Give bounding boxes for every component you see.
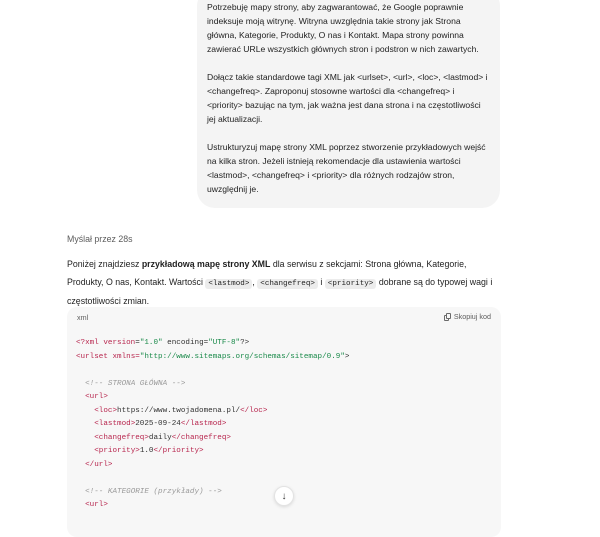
answer-separator: i [317, 276, 325, 287]
answer-text-start: Poniżej znajdziesz [67, 259, 142, 269]
answer-bold-text: przykładową mapę strony XML [141, 259, 271, 269]
thought-duration-toggle[interactable]: Myślał przez 28s [67, 234, 133, 244]
inline-code-priority: <priority> [325, 279, 377, 289]
inline-code-lastmod: <lastmod> [205, 279, 252, 289]
xml-code: <?xml version="1.0" encoding="UTF-8"?> <urlset xmlns="http://www.sitemaps.org/schemas/sitemap/0.9"> <!-- STRONA GŁÓWNA --> <url> <loc>https://www.twojadomena.pl/</loc> <lastmod>2025-09-24</lastmod> <changefreq>daily</changefreq> <priority>1.0</priority> </url> <!-- KATEGORIE (przykłady) --> <url> [76, 339, 350, 509]
user-message-paragraph-2: Dołącz takie standardowe tagi XML jak <urlset>, <url>, <loc>, <lastmod> i <changefreq>. Zaproponuj stosowne wartości dla <changefreq> i <priority> bazując na tym, jak ważna jest dana strona i na częstotliwości jej aktualizacji. [207, 71, 488, 125]
scroll-down-button[interactable] [274, 486, 294, 506]
code-language-label: xml [77, 313, 89, 322]
answer-text-end: dobrane są do typowej wagi i częstotliwości zmian. [67, 276, 493, 306]
user-message-paragraph-3: Ustrukturyzuj mapę strony XML poprzez stworzenie przykładowych wejść na kilka stron. Jeżeli istnieją rekomendacje dla ustawienia wartości <lastmod>, <changefreq> i <priority> dla różnych rodzajów stron, uwzględnij je. [207, 141, 486, 195]
user-message-paragraph-1: Potrzebuję mapy strony, aby zagwarantować, że Google poprawnie indeksuje moją witrynę. Witryna uwzględnia takie strony jak Strona główna, Kategorie, Produkty, O nas i Kontakt. Mapa strony powinna zawierać URLe wszystkich głównych stron i podstron w nich zawartych. [207, 2, 479, 55]
answer-text-middle: dla serwisu z sekcjami: Strona główna, Kategorie, Produkty, O nas, Kontakt. Wartości [67, 259, 467, 287]
code-comment-home: <!-- STRONA GŁÓWNA --> [85, 379, 186, 388]
user-message-bubble [197, 0, 500, 208]
copy-code-label: Skopiuj kod [453, 312, 491, 321]
code-block-header [67, 307, 501, 327]
copy-icon [444, 313, 451, 321]
code-comment-categories: <!-- KATEGORIE (przykłady) --> [85, 487, 222, 496]
assistant-answer-intro [67, 256, 501, 311]
answer-separator: , [252, 276, 258, 287]
inline-code-changefreq: <changefreq> [257, 279, 318, 289]
copy-code-button[interactable] [444, 312, 491, 321]
arrow-down-icon: ↓ [281, 490, 287, 502]
